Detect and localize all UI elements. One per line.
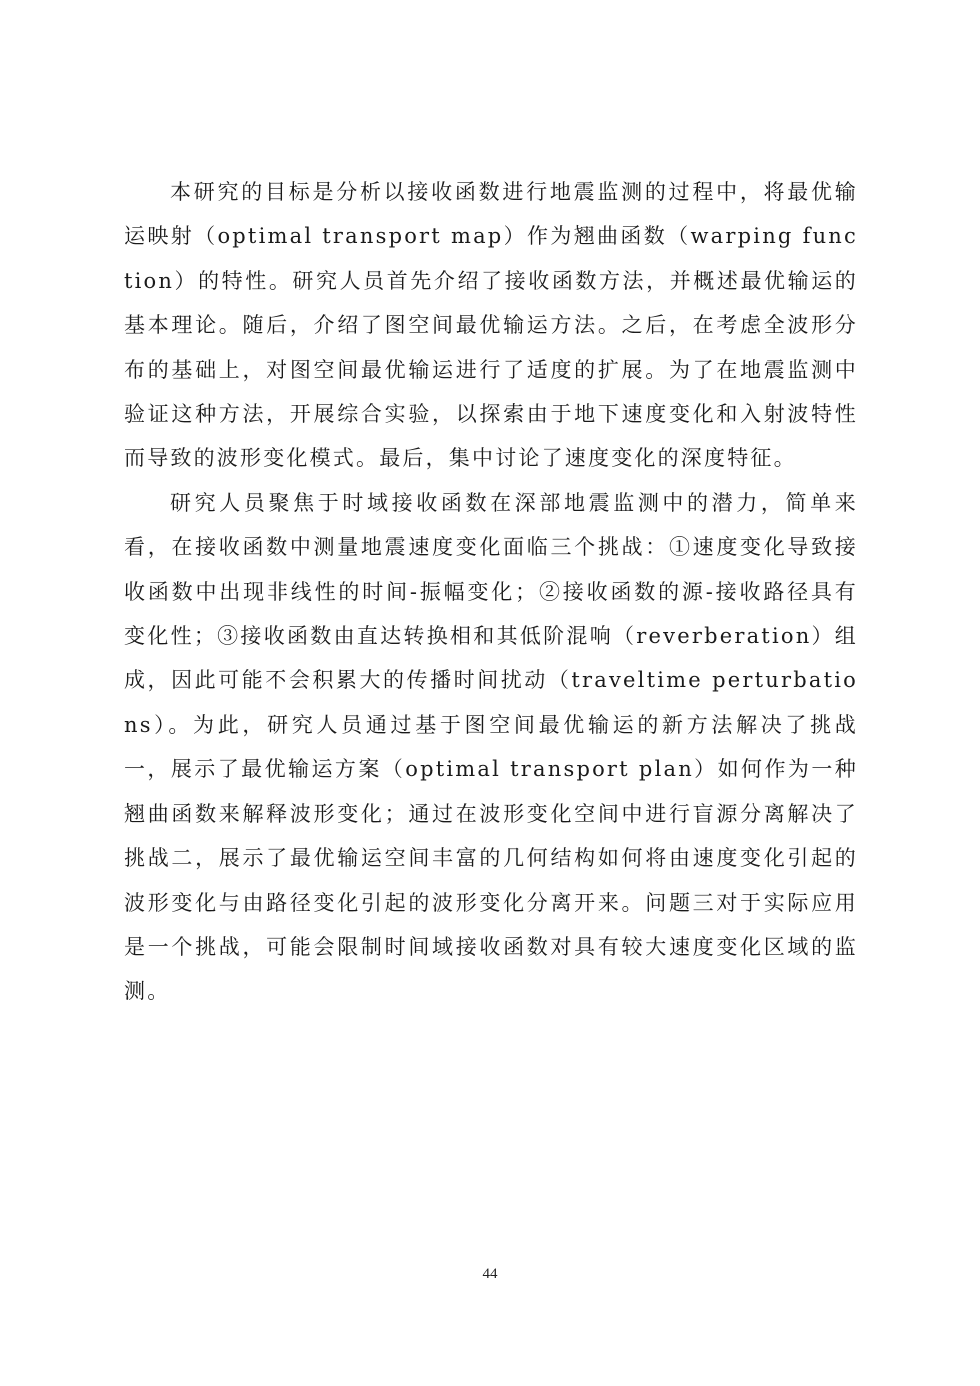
- paragraph-1: 本研究的目标是分析以接收函数进行地震监测的过程中，将最优输运映射（optimal transport map）作为翘曲函数（warping function）的特性。研究人员首先介绍了接收函数方法，并概述最优输运的基本理论。随后，介绍了图空间最优输运方法。之后，在考虑全波形分布的基础上，对图空间最优输运进行了适度的扩展。为了在地震监测中验证这种方法，开展综合实验，以探索由于地下速度变化和入射波特性而导致的波形变化模式。最后，集中讨论了速度变化的深度特征。: [124, 180, 858, 471]
- body-text: [124, 170, 858, 1014]
- paragraph-2: 研究人员聚焦于时域接收函数在深部地震监测中的潜力，简单来看，在接收函数中测量地震速度变化面临三个挑战：①速度变化导致接收函数中出现非线性的时间-振幅变化；②接收函数的源-接收路径具有变化性；③接收函数由直达转换相和其低阶混响（reverberation）组成，因此可能不会积累大的传播时间扰动（traveltime perturbations）。为此，研究人员通过基于图空间最优输运的新方法解决了挑战一，展示了最优输运方案（optimal transport plan）如何作为一种翘曲函数来解释波形变化；通过在波形变化空间中进行盲源分离解决了挑战二，展示了最优输运空间丰富的几何结构如何将由速度变化引起的波形变化与由路径变化引起的波形变化分离开来。问题三对于实际应用是一个挑战，可能会限制时间域接收函数对具有较大速度变化区域的监测。: [124, 490, 858, 1004]
- page-number: 44: [482, 1266, 498, 1282]
